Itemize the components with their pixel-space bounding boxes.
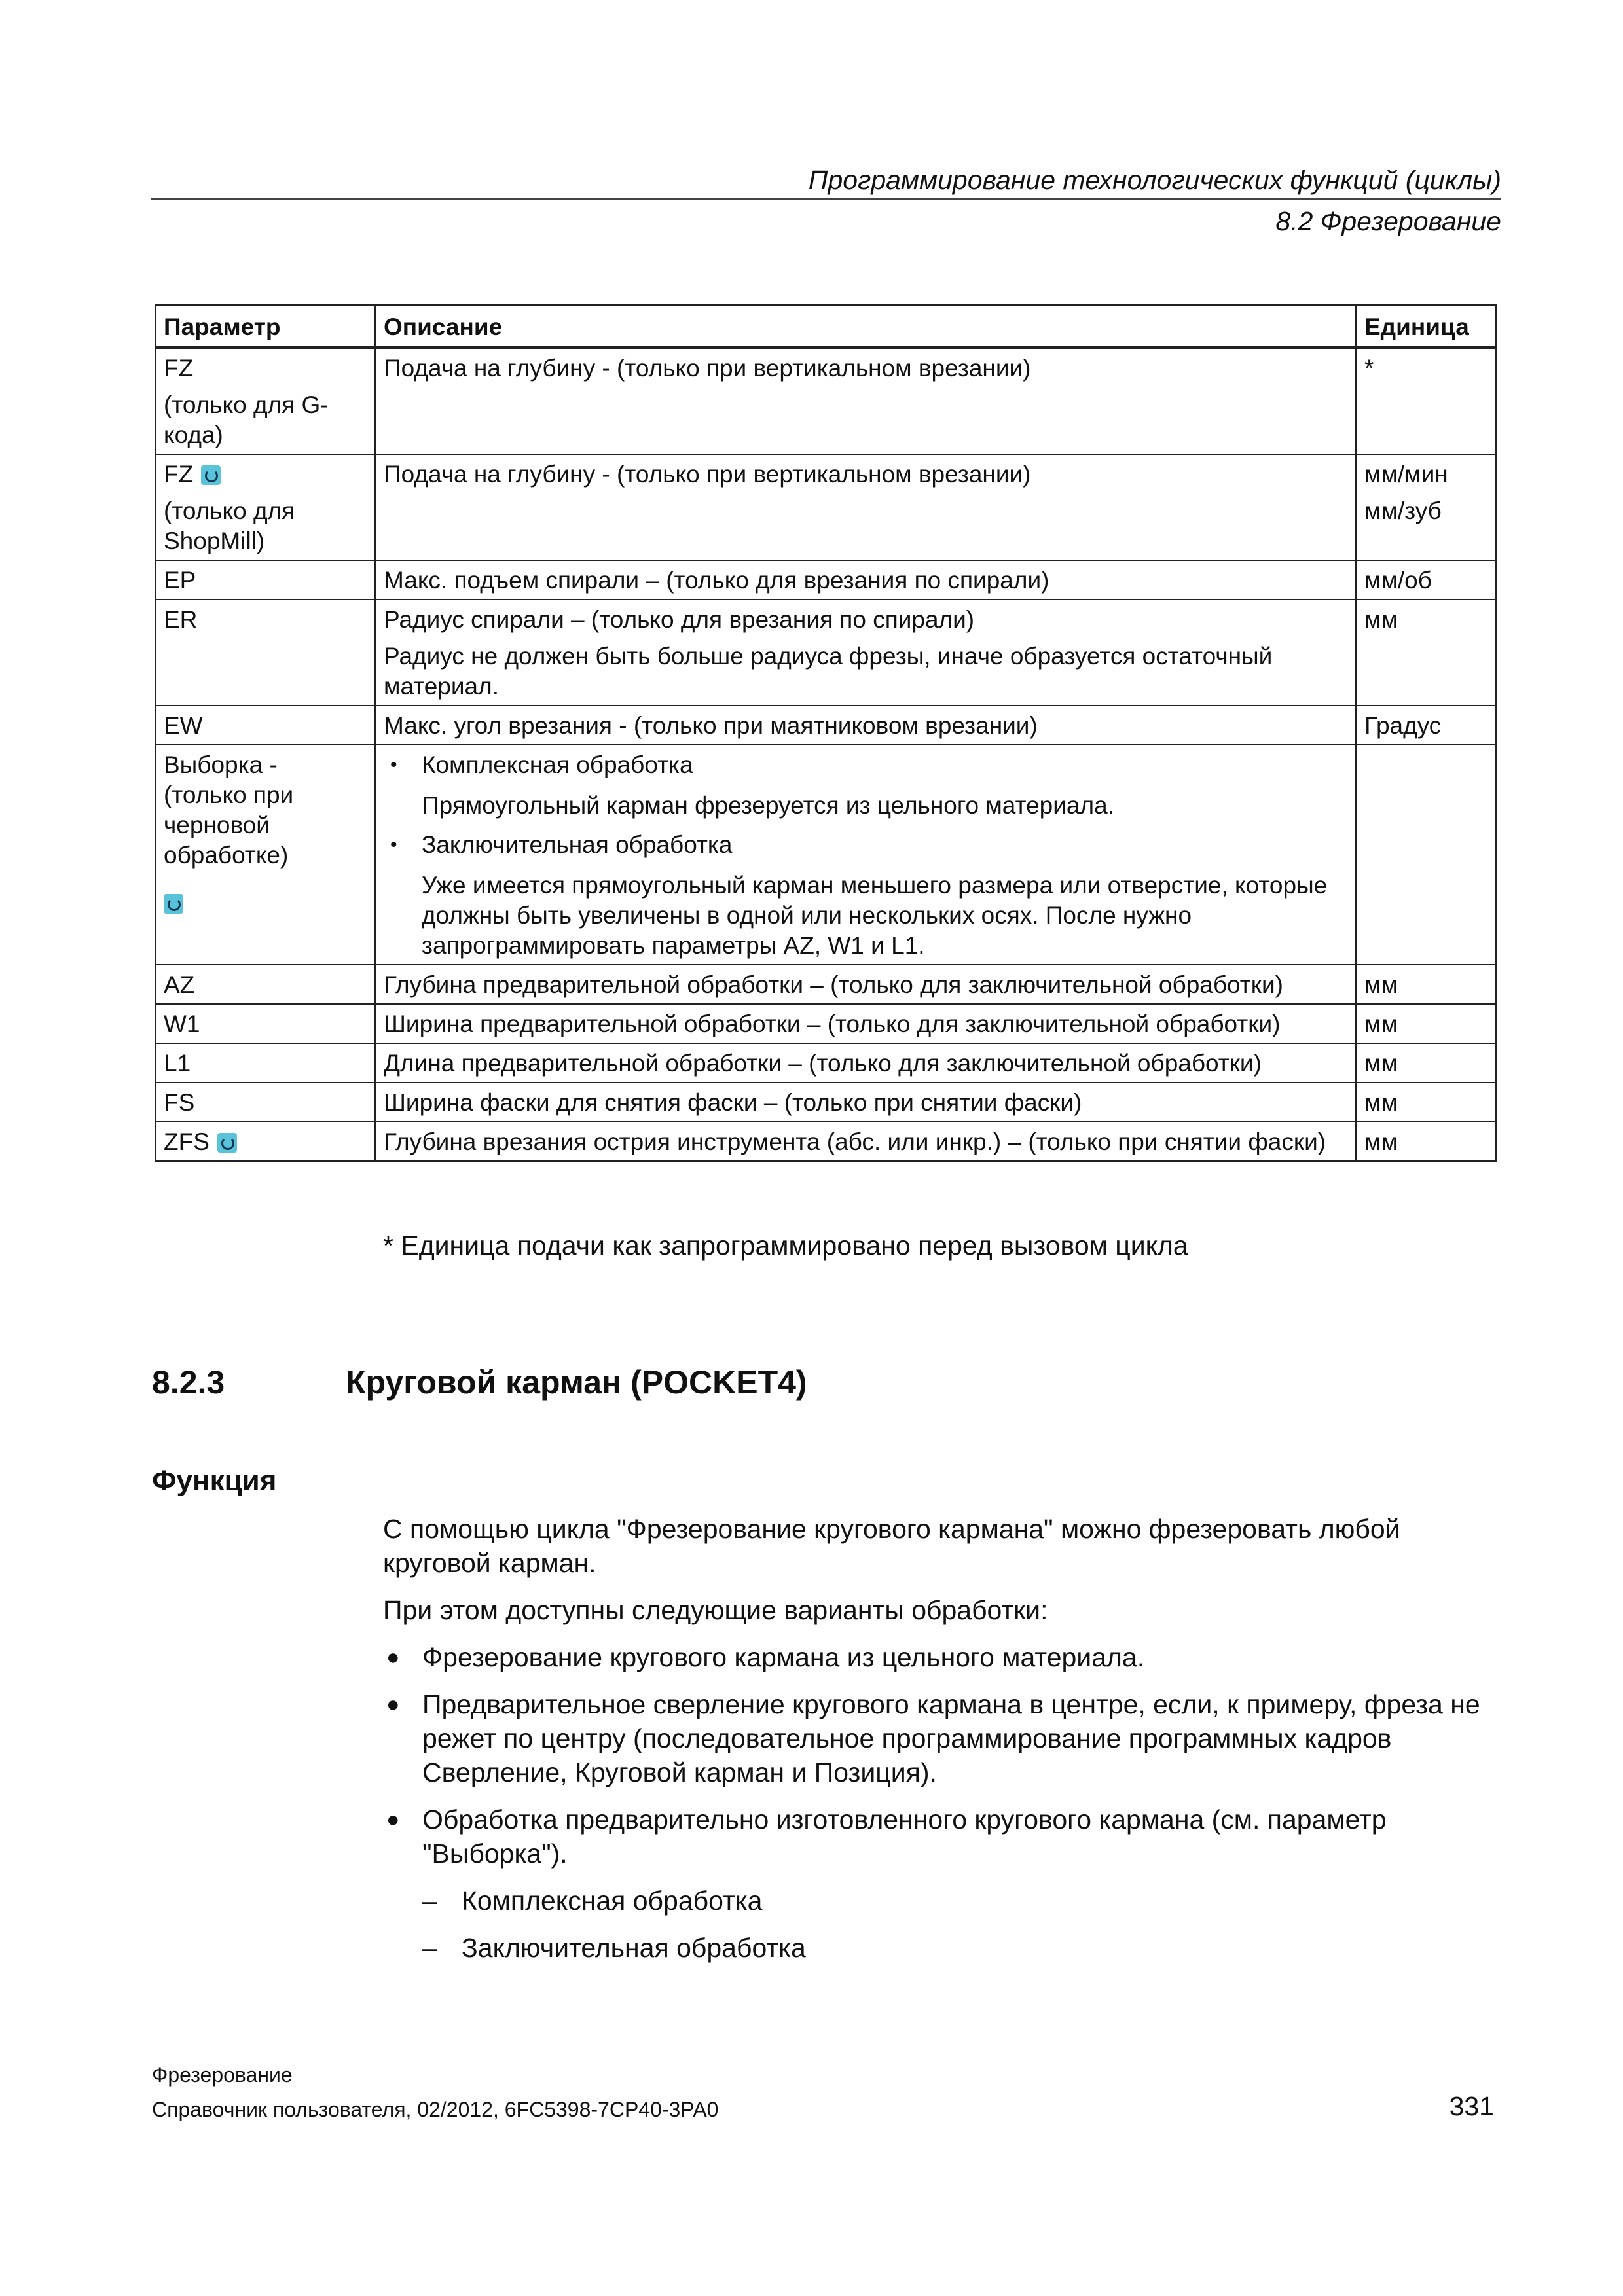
function-body (383, 1512, 1509, 1978)
list-item-text: Заключительная обработка (462, 1933, 806, 1963)
body-paragraph: С помощью цикла "Фрезерование кругового кармана" можно фрезеровать любой круговой карман. (383, 1514, 1400, 1578)
option-title: Комплексная обработка (422, 751, 693, 778)
column-header-parameter: Параметр (155, 305, 375, 348)
table-row (155, 1083, 1496, 1122)
bullet-icon: ● (386, 1692, 400, 1717)
section-title: Круговой карман (POCKET4) (346, 1364, 807, 1401)
param-name: FZ (164, 461, 194, 488)
column-header-description: Описание (375, 305, 1356, 348)
unit-cell: мм (1356, 1083, 1496, 1122)
param-cell (155, 745, 375, 965)
unit-value: мм/мин (1364, 461, 1448, 488)
option-description: Уже имеется прямоугольный карман меньшего размера или отверстие, которые должны быть увеличены в одной или нескольких осях. После нужно запрограммировать параметры AZ, W1 и L1. (422, 872, 1328, 959)
description-cell: Подача на глубину - (только при вертикальном врезании) (375, 454, 1356, 560)
shopmill-cycle-icon (201, 465, 221, 485)
list-item (422, 1884, 1509, 1918)
param-cell: EW (155, 706, 375, 745)
table-row (155, 454, 1496, 560)
dash-icon: – (422, 1886, 437, 1916)
list-item (422, 1931, 1509, 1965)
list-item (383, 1803, 1509, 1871)
table-row (155, 600, 1496, 706)
description-cell: Глубина врезания острия инструмента (абс. или инкр.) – (только при снятии фаски) (375, 1122, 1356, 1161)
unit-value: мм/зуб (1364, 497, 1442, 524)
param-cell (155, 1122, 375, 1161)
list-item-text: Фрезерование кругового кармана из цельного материала. (422, 1642, 1145, 1672)
table-row (155, 1004, 1496, 1043)
parameter-table (155, 304, 1497, 1162)
description-cell: Макс. подъем спирали – (только для врезания по спирали) (375, 560, 1356, 600)
description-cell: Ширина фаски для снятия фаски – (только при снятии фаски) (375, 1083, 1356, 1122)
unit-cell: мм/об (1356, 560, 1496, 600)
unit-cell (1356, 745, 1496, 965)
option-description: Прямоугольный карман фрезеруется из цельного материала. (422, 792, 1114, 819)
table-header-row (155, 305, 1496, 348)
description-cell: Подача на глубину - (только при вертикальном врезании) (375, 348, 1356, 455)
footer-chapter: Фрезерование (152, 2063, 293, 2087)
table-row (155, 745, 1496, 965)
description-cell (375, 600, 1356, 706)
running-header-title: Программирование технологических функций (циклы) (808, 165, 1501, 195)
running-header-section: 8.2 Фрезерование (1275, 206, 1501, 236)
page-number: 331 (1449, 2091, 1494, 2121)
table-row (155, 348, 1496, 455)
bullet-icon: ● (386, 1645, 400, 1670)
description-line: Радиус спирали – (только для врезания по спирали) (384, 606, 975, 633)
param-cell: ER (155, 600, 375, 706)
param-note: (только для ShopMill) (164, 497, 295, 554)
unit-cell: мм (1356, 1122, 1496, 1161)
bullet-icon: • (390, 754, 397, 776)
bullet-icon: ● (386, 1807, 400, 1832)
shopmill-cycle-icon (164, 894, 183, 914)
list-item (384, 750, 1347, 821)
description-line: Радиус не должен быть больше радиуса фрезы, иначе образуется остаточный материал. (384, 643, 1273, 700)
list-item-text: Обработка предварительно изготовленного кругового кармана (см. параметр "Выборка"). (422, 1804, 1387, 1869)
unit-cell: мм (1356, 1043, 1496, 1083)
sub-variants-list (422, 1884, 1509, 1965)
param-cell: L1 (155, 1043, 375, 1083)
unit-cell: Градус (1356, 706, 1496, 745)
param-cell: FS (155, 1083, 375, 1122)
unit-cell: мм (1356, 1004, 1496, 1043)
variants-list (383, 1640, 1509, 1871)
param-cell (155, 348, 375, 455)
description-cell: Ширина предварительной обработки – (только для заключительной обработки) (375, 1004, 1356, 1043)
param-name: ZFS (164, 1128, 210, 1155)
unit-cell: мм (1356, 965, 1496, 1004)
table-row (155, 1122, 1496, 1161)
section-number: 8.2.3 (152, 1364, 225, 1401)
footer-reference: Справочник пользователя, 02/2012, 6FC5398-7CP40-3PA0 (152, 2098, 719, 2121)
description-cell (375, 745, 1356, 965)
bullet-icon: • (390, 834, 397, 855)
body-paragraph: При этом доступны следующие варианты обработки: (383, 1595, 1048, 1625)
list-item (383, 1640, 1509, 1674)
param-note: (только для G-кода) (164, 391, 329, 448)
list-item-text: Комплексная обработка (462, 1886, 763, 1916)
list-item (384, 830, 1347, 961)
param-name: Выборка - (только при черновой обработке) (164, 751, 294, 869)
table-row (155, 1043, 1496, 1083)
param-cell (155, 454, 375, 560)
param-name: FZ (164, 355, 194, 382)
unit-cell: мм (1356, 600, 1496, 706)
subheading-function: Функция (152, 1465, 277, 1497)
list-item-text: Предварительное сверление кругового кармана в центре, если, к примеру, фреза не режет по центру (последовательное программирование программных кадров Сверление, Круговой карман и Позиция). (422, 1689, 1480, 1787)
machining-options-list (384, 750, 1347, 961)
column-header-unit: Единица (1356, 305, 1496, 348)
option-title: Заключительная обработка (422, 831, 733, 858)
unit-cell (1356, 454, 1496, 560)
description-cell: Длина предварительной обработки – (только для заключительной обработки) (375, 1043, 1356, 1083)
table-row (155, 560, 1496, 600)
unit-cell: * (1356, 348, 1496, 455)
table-footnote: * Единица подачи как запрограммировано перед вызовом цикла (383, 1230, 1188, 1261)
description-cell: Глубина предварительной обработки – (только для заключительной обработки) (375, 965, 1356, 1004)
param-cell: AZ (155, 965, 375, 1004)
param-cell: W1 (155, 1004, 375, 1043)
shopmill-cycle-icon (217, 1133, 237, 1153)
header-divider (151, 198, 1501, 200)
dash-icon: – (422, 1933, 437, 1963)
table-row (155, 706, 1496, 745)
list-item (383, 1687, 1509, 1789)
description-cell: Макс. угол врезания - (только при маятниковом врезании) (375, 706, 1356, 745)
param-cell: EP (155, 560, 375, 600)
table-row (155, 965, 1496, 1004)
